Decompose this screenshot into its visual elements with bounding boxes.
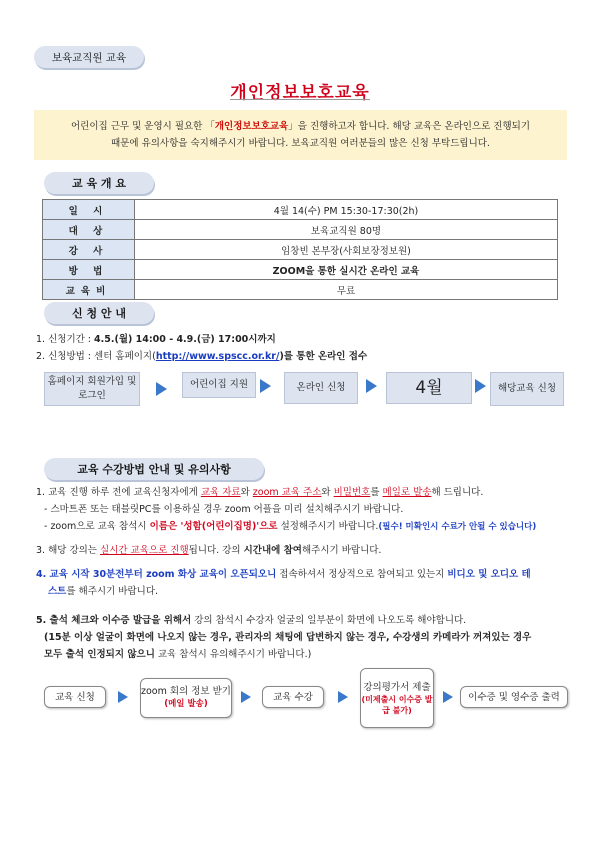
table-row: 교육비 무료	[43, 280, 558, 300]
apply-period: 1. 신청기간 : 4.5.(월) 14:00 - 4.9.(금) 17:00시까지	[36, 334, 276, 345]
flow-certificate: 이수증 및 영수증 출력	[460, 686, 568, 708]
intro-line-2: 때문에 유의사항을 숙지해주시기 바랍니다. 보육교직원 여러분들의 많은 신청 부탁드립니다.	[111, 138, 490, 149]
note-4: 4. 교육 시작 30분전부터 zoom 화상 교육이 오픈되오니 접속하셔서 정상적으로 참여되고 있는지 비디오 및 오디오 테 스트를 해주시기 바랍니다.	[36, 569, 531, 597]
arrow-right-icon	[338, 691, 348, 703]
table-row: 강 사 임창빈 본부장(사회보장정보원)	[43, 240, 558, 260]
page-title: 개인정보보호교육	[230, 83, 370, 103]
title-underline	[230, 99, 370, 100]
intro-box	[34, 110, 567, 160]
flow-step-login: 홈페이지 회원가입 및 로그인	[44, 372, 140, 406]
arrow-right-icon	[260, 379, 271, 393]
arrow-right-icon	[241, 691, 251, 703]
apply-tag: 신 청 안 내	[44, 302, 154, 324]
apply-method: 2. 신청방법 : 센터 홈페이지(http://www.spscc.or.kr/)를 통한 온라인 접수	[36, 351, 368, 362]
note-5: 5. 출석 체크와 이수증 발급을 위해서 강의 참석시 수강자 얼굴의 일부분이 화면에 나오도록 해야합니다. (15분 이상 얼굴이 화면에 나오지 않는 경우, 관리자의 채팅에 답변하지 않는 경우, 수강생의 카메라가 꺼져있는 경우 모두 출석 인정되지 않으니 교육 참석시 유의해주시기 바랍니다.)	[36, 615, 532, 660]
note-3: 3. 해당 강의는 실시간 교육으로 진행됩니다. 강의 시간내에 참여해주시기 바랍니다.	[36, 545, 382, 556]
table-row: 방 법 ZOOM을 통한 실시간 온라인 교육	[43, 260, 558, 280]
arrow-right-icon	[366, 379, 377, 393]
arrow-right-icon	[475, 379, 486, 393]
flow-evaluation: 강의평가서 제출 (미제출시 이수증 발급 불가)	[360, 668, 434, 728]
flow-step-online: 온라인 신청	[284, 372, 358, 404]
note-1: 1. 교육 진행 하루 전에 교육신청자에게 교육 자료와 zoom 교육 주소와 비밀번호를 메일로 발송해 드립니다. - 스마트폰 또는 태블릿PC를 이용하실 경우 zoom 어플을 미리 설치해주시기 바랍니다. - zoom으로 교육 참석시 이름은 '성함(어린이집명)'으로 설정해주시기 바랍니다.(필수! 미확인시 수료가 안될 수 있습니다)	[36, 487, 537, 532]
arrow-right-icon	[118, 691, 128, 703]
notes-tag: 교육 수강방법 안내 및 유의사항	[44, 458, 264, 480]
table-row: 일 시 4월 14(수) PM 15:30-17:30(2h)	[43, 200, 558, 220]
flow-step-april: 4월	[386, 372, 472, 404]
table-row: 대 상 보육교직원 80명	[43, 220, 558, 240]
intro-line-1: 어린이집 근무 및 운영시 필요한 「개인정보보호교육」을 진행하고자 합니다. 해당 교육은 온라인으로 진행되기	[70, 121, 531, 132]
arrow-right-icon	[443, 691, 453, 703]
homepage-link[interactable]: http://www.spscc.or.kr/	[155, 351, 280, 362]
flow-attend: 교육 수강	[262, 686, 324, 708]
category-tag: 보육교직원 교육	[34, 46, 144, 68]
flow-step-course: 해당교육 신청	[490, 372, 564, 406]
overview-table	[42, 199, 558, 300]
flow-zoom-info: zoom 회의 정보 받기 (메일 발송)	[140, 678, 232, 718]
flow-apply: 교육 신청	[44, 686, 106, 708]
flow-step-support: 어린이집 지원	[182, 372, 256, 398]
overview-tag: 교 육 개 요	[44, 172, 154, 194]
arrow-right-icon	[156, 382, 167, 396]
